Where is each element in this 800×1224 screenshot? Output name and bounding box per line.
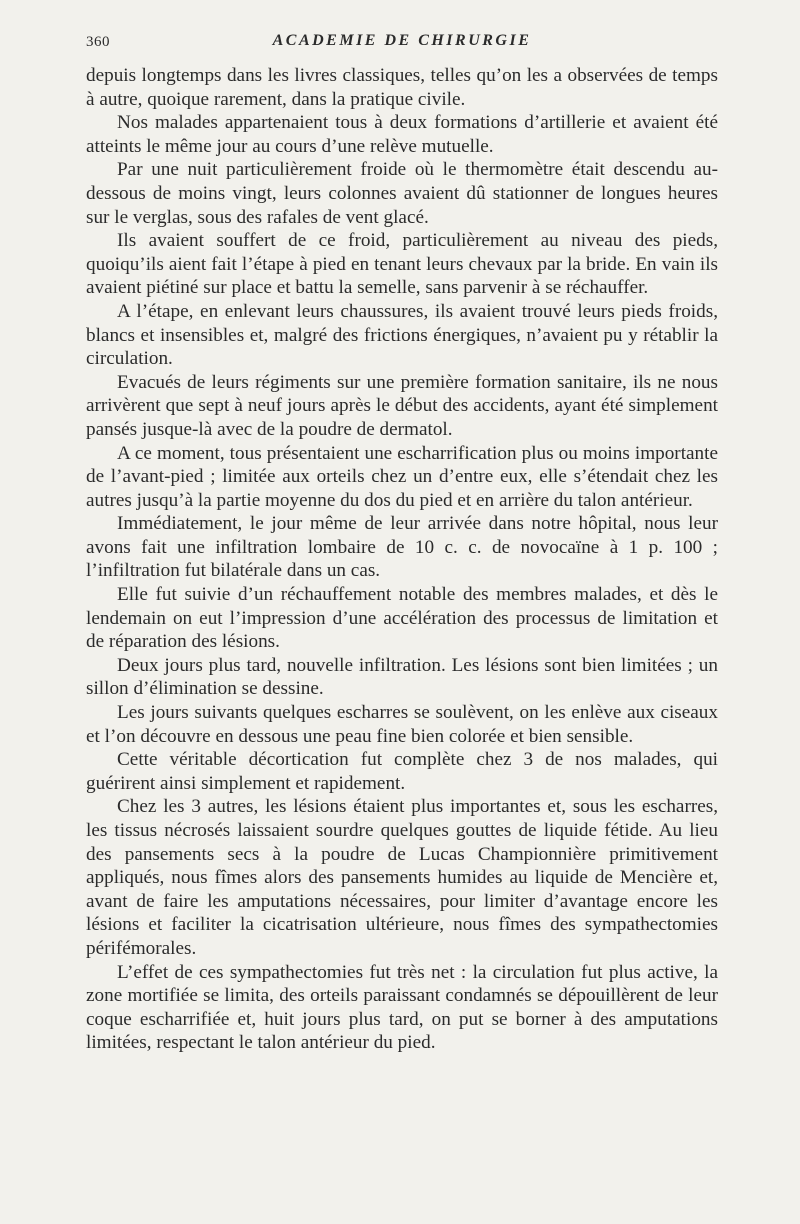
paragraph-6: Evacués de leurs régiments sur une première formation sanitaire, ils ne nous arrivèrent que sept à neuf jours après le début des accidents, ayant été simplement pansés jusque-là avec de la poudre de dermatol. bbox=[86, 371, 718, 440]
running-title: ACADEMIE DE CHIRURGIE bbox=[272, 32, 532, 49]
book-page bbox=[86, 30, 718, 1055]
page-number: 360 bbox=[86, 34, 110, 50]
paragraph-2: Nos malades appartenaient tous à deux formations d’artillerie et avaient été atteints le même jour au cours d’une relève mutuelle. bbox=[86, 112, 718, 157]
paragraph-12: Cette véritable décortication fut complète chez 3 de nos malades, qui guérirent ainsi simplement et rapidement. bbox=[86, 749, 718, 794]
paragraph-7: A ce moment, tous présentaient une escharrification plus ou moins importante de l’avant-pied ; limitée aux orteils chez un d’entre eux, elle s’étendait chez les autres jusqu’à la partie moyenne du dos du pied et en arrière du talon antérieur. bbox=[86, 442, 718, 511]
paragraph-13: Chez les 3 autres, les lésions étaient plus importantes et, sous les escharres, les tissus nécrosés laissaient sourdre quelques gouttes de liquide fétide. Au lieu des pansements secs à la poudre de Lucas Championnière primitivement appliqués, nous fîmes alors des pansements humides au liquide de Mencière et, avant de faire les amputations nécessaires, pour limiter d’avantage encore les lésions et faciliter la cicatrisation ultérieure, nous fîmes des sympathectomies périfémorales. bbox=[86, 796, 718, 959]
paragraph-1: depuis longtemps dans les livres classiques, telles qu’on les a observées de temps à autre, quoique rarement, dans la pratique civile. bbox=[86, 65, 718, 110]
paragraph-14: L’effet de ces sympathectomies fut très net : la circulation fut plus active, la zone mortifiée se limita, des orteils paraissant condamnés se dépouillèrent de leur coque escharrifiée et, huit jours plus tard, on put se borner à des amputations limitées, respectant le talon antérieur du pied. bbox=[86, 961, 718, 1054]
paragraph-10: Deux jours plus tard, nouvelle infiltration. Les lésions sont bien limitées ; un sillon d’élimination se dessine. bbox=[86, 654, 718, 700]
paragraph-9: Elle fut suivie d’un réchauffement notable des membres malades, et dès le lendemain on eut l’impression d’une accélération des processus de limitation et de réparation des lésions. bbox=[86, 584, 718, 653]
paragraph-5: A l’étape, en enlevant leurs chaussures, ils avaient trouvé leurs pieds froids, blancs et insensibles et, malgré des frictions énergiques, n’avaient pu y rétablir la circulation. bbox=[86, 300, 718, 370]
paragraph-4: Ils avaient souffert de ce froid, particulièrement au niveau des pieds, quoiqu’ils aient fait l’étape à pied en tenant leurs chevaux par la bride. En vain ils avaient piétiné sur place et battu la semelle, sans parvenir à se réchauffer. bbox=[86, 230, 718, 299]
paragraph-8: Immédiatement, le jour même de leur arrivée dans notre hôpital, nous leur avons fait une infiltration lombaire de 10 c. c. de novocaïne à 1 p. 100 ; l’infiltration fut bilatérale dans un cas. bbox=[86, 513, 718, 582]
body-text bbox=[86, 64, 718, 1055]
page-header bbox=[86, 30, 718, 60]
paragraph-11: Les jours suivants quelques escharres se soulèvent, on les enlève aux ciseaux et l’on découvre en dessous une peau fine bien colorée et bien sensible. bbox=[86, 702, 718, 747]
paragraph-3: Par une nuit particulièrement froide où le thermomètre était descendu au-dessous de moins vingt, leurs colonnes avaient dû stationner de longues heures sur le verglas, sous des rafales de vent glacé. bbox=[86, 159, 718, 228]
